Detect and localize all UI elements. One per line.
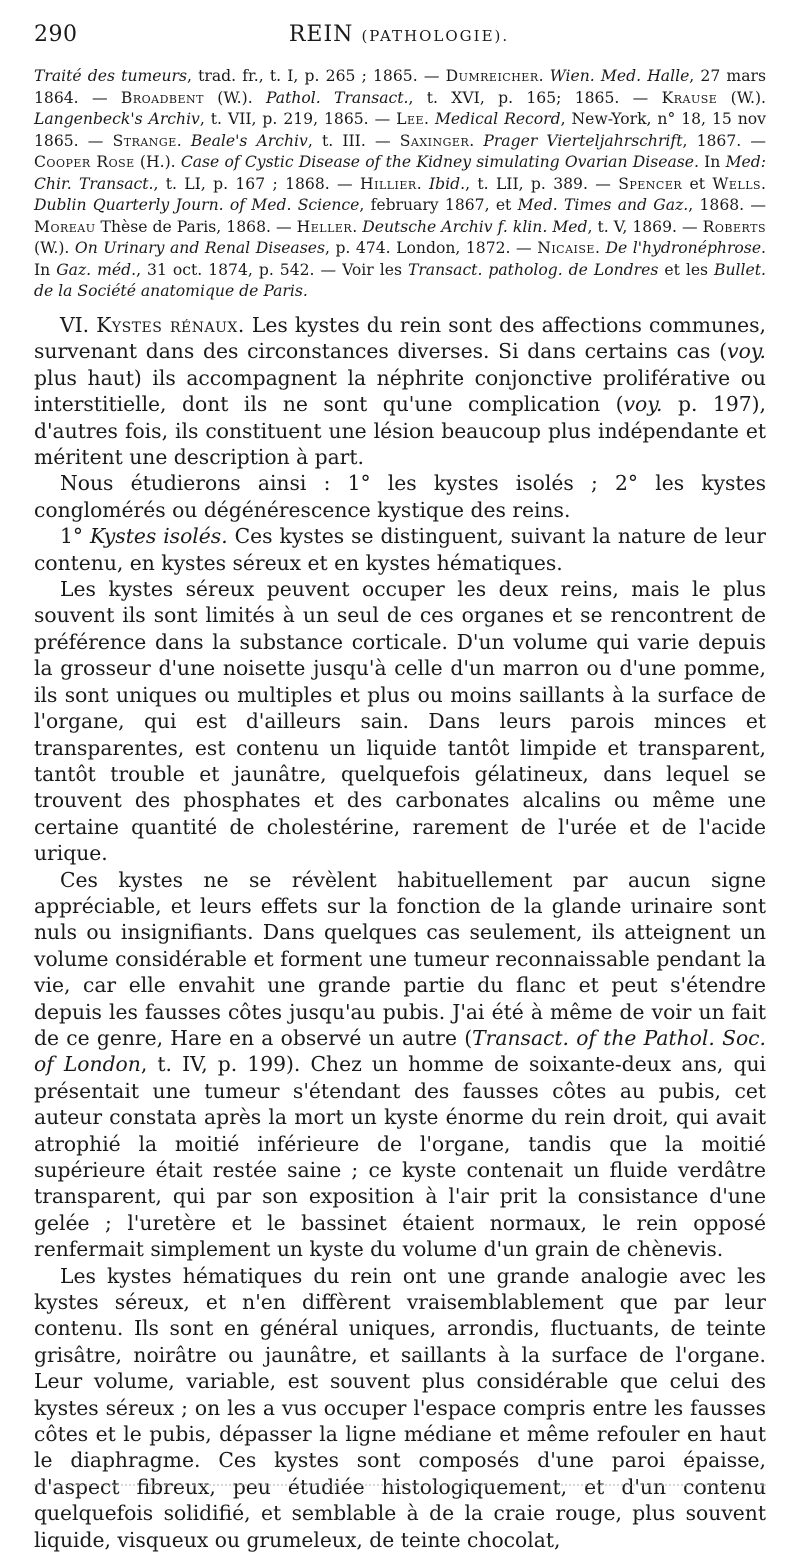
text-run: , t. VII, p. 219, 1865. — <box>199 110 397 128</box>
text-run: VI. <box>60 313 97 337</box>
italic-text: voy. <box>623 392 663 417</box>
italic-text: Langenbeck's Archiv <box>34 110 200 128</box>
italic-text: Gaz. méd. <box>56 260 137 279</box>
italic-text: Transact. patholog. de Londres <box>407 260 659 279</box>
bibliography-paragraph <box>34 66 766 303</box>
small-caps-text: Roberts <box>702 217 766 236</box>
text-run: , t. LII, p. 389. — <box>465 174 619 193</box>
text-run: , t. XVI, p. 165; 1865. — <box>408 88 662 107</box>
text-run: , t. LI, p. 167 ; 1868. — <box>153 174 360 193</box>
text-run: . <box>469 131 484 150</box>
page-number: 290 <box>34 22 78 47</box>
text-run: . <box>761 174 766 193</box>
text-run: , 1868. — <box>688 196 767 214</box>
bibliography-block <box>34 66 766 303</box>
italic-text: Med. Times and Gaz. <box>517 196 689 214</box>
small-caps-text: Broadbent <box>120 88 204 107</box>
small-caps-text: Wells <box>712 174 762 193</box>
small-caps-text: Moreau <box>34 217 96 236</box>
body-paragraph <box>34 867 766 1263</box>
italic-text: Traité des tumeurs <box>34 67 188 85</box>
text-run: p. 197), d'autres fois, ils constituent une lésion beaucoup plus indépendante et méritent une description à part. <box>34 392 766 470</box>
text-run: (W.). <box>203 88 266 107</box>
italic-text: Case of Cystic Disease of the Kidney simulating Ovarian Disease. <box>180 153 699 171</box>
small-caps-text: Strange <box>112 131 177 150</box>
text-run: . <box>176 131 191 150</box>
italic-text: Medical Record <box>434 110 561 128</box>
body-paragraph <box>34 470 766 523</box>
body-text <box>34 312 766 1553</box>
italic-text: Transact. of the Pathol. Soc. of London <box>34 1025 766 1077</box>
italic-text: De l'hydronéphrose. <box>605 239 766 257</box>
text-run: plus haut) ils accompagnent la néphrite conjonctive proliférative ou interstitielle, dont ils ne sont qu'une complication ( <box>34 365 766 417</box>
text-run: , february 1867, et <box>359 196 518 214</box>
text-run: , 1867. — <box>682 131 766 150</box>
italic-text: Prager Vierteljahrschrift <box>483 131 683 150</box>
body-paragraph <box>34 1263 766 1553</box>
text-run: Nous étudierons ainsi : 1° les kystes isolés ; 2° les kystes conglomérés ou dégénérescence kystique des reins. <box>34 471 766 522</box>
text-run: , p. 474. London, 1872. — <box>324 239 538 257</box>
text-run: , t. IV, p. 199). Chez un homme de soixante-deux ans, qui présentait une tumeur s'étendant des fausses côtes au pubis, cet auteur constata après la mort un kyste énorme du rein droit, qui avait atrophié la moitié inférieure de l'organe, tandis que la moitié supérieure était restée saine ; ce kyste contenait un fluide verdâtre transparent, qui par son exposition à l'air prit la consistance d'une gelée ; l'uretère et le bassinet étaient normaux, le rein opposé renfermait simplement un kyste du volume d'un grain de chènevis. <box>34 1052 766 1262</box>
running-title-sub: (PATHOLOGIE). <box>361 27 510 45</box>
running-title <box>34 22 764 47</box>
italic-text: Dublin Quarterly Journ. of Med. Science <box>34 196 360 214</box>
small-caps-text: Hillier <box>360 174 417 193</box>
italic-text: Bullet. de la Société anatomique de Paris. <box>34 260 766 300</box>
small-caps-text: Spencer <box>618 174 683 193</box>
text-run: Ces kystes ne se révèlent habituellement par aucun signe appréciable, et leurs effets sur la fonction de la glande urinaire sont nuls ou insignifiants. Dans quelques cas seulement, ils atteignent un volume considérable et forment une tumeur reconnaissable pendant la vie, car elle envahit une grande partie du flanc et peut s'étendre depuis les fausses côtes jusqu'au pubis. J'ai été à même de voir un fait de ce genre, Hare en a observé un autre ( <box>34 867 766 1050</box>
text-run: . <box>352 217 363 236</box>
small-caps-text: Krause <box>661 88 718 107</box>
text-run: 1° <box>60 524 90 549</box>
text-run: et <box>682 174 713 193</box>
text-run: . <box>416 174 430 193</box>
small-caps-text: Kystes rénaux. <box>96 313 245 337</box>
small-caps-text: Heller <box>296 217 353 236</box>
small-caps-text: Cooper Rose <box>34 153 135 171</box>
text-run: Ces kystes se distinguent, suivant la nature de leur contenu, en kystes séreux et en kystes hématiques. <box>34 524 766 575</box>
italic-text: Kystes isolés. <box>89 524 228 549</box>
italic-text: Beale's Archiv <box>190 131 308 150</box>
text-run: , 27 mars 1864. — <box>34 67 766 107</box>
text-run: , t. V, 1869. — <box>587 217 703 236</box>
body-paragraph <box>34 312 766 470</box>
text-run: et les <box>658 260 715 279</box>
italic-text: Deutsche Archiv f. klin. Med <box>362 217 588 236</box>
running-header <box>34 22 764 56</box>
text-run: . <box>424 110 435 128</box>
body-paragraph <box>34 523 766 576</box>
small-caps-text: Nicaise <box>537 239 595 257</box>
text-run: , 31 oct. 1874, p. 542. — Voir les <box>136 260 408 279</box>
text-run: (H.). <box>134 153 181 171</box>
text-run: In <box>34 260 57 279</box>
text-run: Les kystes séreux peuvent occuper les deux reins, mais le plus souvent ils sont limités à un seul de ces organes et se rencontrent de préférence dans la substance corticale. D'un volume qui varie depuis la grosseur d'une noisette jusqu'à celle d'un marron ou d'une pomme, ils sont uniques ou multiples et plus ou moins saillants à la surface de l'organe, qui est d'ailleurs sain. Dans leurs parois minces et transparentes, est contenu un liquide tantôt limpide et transparent, tantôt trouble et jaunâtre, quelquefois gélatineux, dans lequel se trouvent des phosphates et des carbonates alcalins ou même une certaine quantité de cholestérine, rarement de l'urée et de l'acide urique. <box>34 577 766 866</box>
text-run: (W.). <box>717 88 766 107</box>
text-run: . <box>594 239 606 257</box>
italic-text: voy. <box>727 339 766 364</box>
italic-text: Ibid. <box>429 174 466 193</box>
italic-text: Pathol. Transact. <box>266 88 409 107</box>
text-run: , New-York, n° 18, 15 nov 1865. — <box>34 110 766 150</box>
text-run: , trad. fr., t. I, p. 265 ; 1865. — <box>187 67 446 85</box>
running-title-main: REIN <box>288 22 354 47</box>
body-paragraph <box>34 576 766 866</box>
italic-text: Wien. Med. Halle <box>549 67 690 85</box>
text-run: Les kystes hématiques du rein ont une grande analogie avec les kystes séreux, et n'en diffèrent vraisemblablement que par leur contenu. Ils sont en général uniques, arrondis, fluctuants, de teinte grisâtre, noirâtre ou jaunâtre, et saillants à la surface de l'organe. Leur volume, variable, est souvent plus considérable que celui des kystes séreux ; on les a vus occuper l'espace compris entre les fausses côtes et le pubis, dépasser la ligne médiane et même refouler en haut le diaphragme. Ces kystes sont composés d'une paroi épaisse, d'aspect fibreux, peu étudiée histologiquement, et d'un contenu quelquefois solidifié, et semblable à de la craie rouge, plus souvent liquide, visqueux ou grumeleux, de teinte chocolat, <box>34 1263 766 1552</box>
italic-text: Med: Chir. Transact. <box>34 153 766 193</box>
italic-text: On Urinary and Renal Diseases <box>74 239 325 257</box>
text-run: . <box>538 67 550 85</box>
text-run: Les kystes du rein sont des affections communes, survenant dans des circonstances diverses. Si dans certains cas ( <box>34 313 766 364</box>
bottom-bleed-line <box>34 1484 766 1488</box>
text-run: , t. III. — <box>307 131 400 150</box>
small-caps-text: Dumreicher <box>445 67 539 85</box>
text-run: In <box>698 153 726 171</box>
small-caps-text: Saxinger <box>399 131 470 150</box>
text-run: Thèse de Paris, 1868. — <box>95 217 297 236</box>
text-run: (W.). <box>34 239 75 257</box>
small-caps-text: Lee <box>396 110 425 128</box>
